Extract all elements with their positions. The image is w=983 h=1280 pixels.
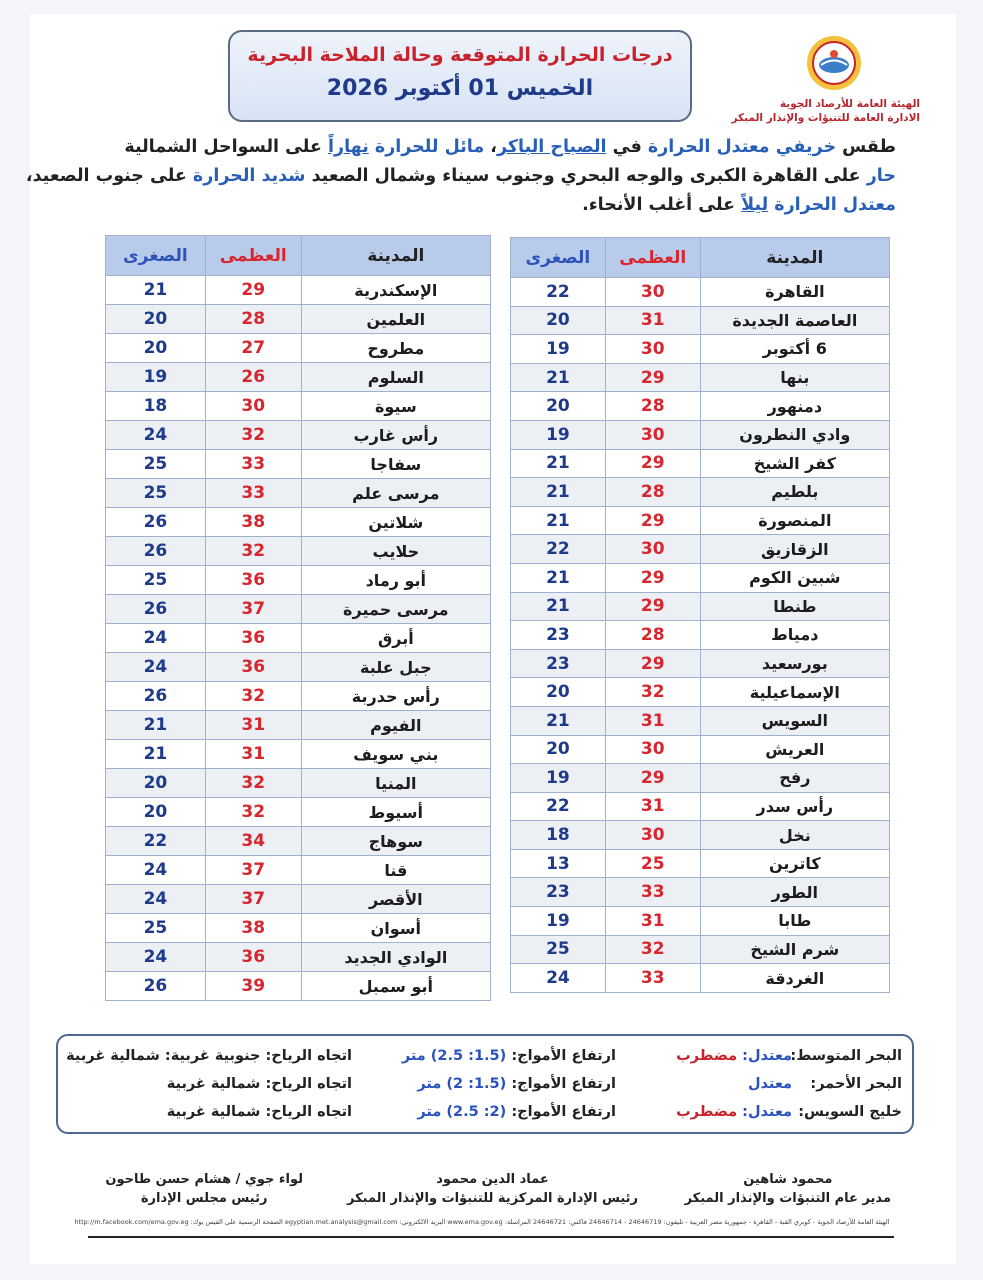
- cell-city: رأس غارب: [301, 421, 490, 450]
- cell-city: القاهرة: [700, 278, 889, 307]
- table-row: [106, 334, 491, 363]
- cell-min: 20: [106, 769, 206, 798]
- cell-city: نخل: [700, 821, 889, 850]
- sea-state-value: مضطرب: [676, 1048, 738, 1064]
- table-row: [106, 798, 491, 827]
- sea-state-value: مضطرب: [676, 1104, 738, 1120]
- cell-max: 28: [605, 478, 700, 507]
- cell-min: 22: [106, 827, 206, 856]
- table-row: [106, 305, 491, 334]
- cell-min: 22: [511, 792, 606, 821]
- cell-city: الزقازيق: [700, 535, 889, 564]
- cell-min: 24: [106, 653, 206, 682]
- cell-min: 20: [511, 735, 606, 764]
- cell-min: 24: [106, 856, 206, 885]
- description-line-2: [25, 162, 896, 191]
- waves: [417, 1104, 616, 1120]
- cell-city: رأس سدر: [700, 792, 889, 821]
- cell-city: الأقصر: [301, 885, 490, 914]
- table-row: [511, 449, 890, 478]
- table-row: [511, 821, 890, 850]
- cell-max: 36: [205, 624, 301, 653]
- desc-text: على أغلب الأنحاء.: [582, 195, 742, 215]
- cell-min: 19: [511, 420, 606, 449]
- table-row: [511, 849, 890, 878]
- cell-min: 26: [106, 972, 206, 1001]
- header-min: الصغرى: [106, 236, 206, 276]
- table-row: [106, 595, 491, 624]
- table-row: [511, 535, 890, 564]
- cell-city: طابا: [700, 907, 889, 936]
- table-row: [106, 943, 491, 972]
- table-row: [511, 592, 890, 621]
- cell-city: رأس حدربة: [301, 682, 490, 711]
- cell-min: 20: [511, 392, 606, 421]
- org-name-line1: الهيئة العامة للأرصاد الجوية: [779, 98, 920, 110]
- sea-state: [676, 1048, 792, 1064]
- cell-max: 29: [605, 649, 700, 678]
- cell-min: 24: [106, 624, 206, 653]
- cell-max: 34: [205, 827, 301, 856]
- table-row: [106, 856, 491, 885]
- cell-max: 30: [205, 392, 301, 421]
- cell-max: 38: [205, 914, 301, 943]
- table-row: [106, 885, 491, 914]
- cell-city: بني سويف: [301, 740, 490, 769]
- bulletin-title: درجات الحرارة المتوقعة وحالة الملاحة البحرية: [247, 44, 673, 66]
- sea-row-mediterranean: [58, 1048, 912, 1076]
- temperature-table-left: [105, 235, 491, 1001]
- cell-city: كفر الشيخ: [700, 449, 889, 478]
- cell-min: 20: [106, 305, 206, 334]
- waves-value: (2: 2.5) متر: [417, 1104, 507, 1120]
- cell-min: 24: [106, 943, 206, 972]
- sea-state-box: [56, 1034, 914, 1134]
- cell-min: 21: [511, 478, 606, 507]
- cell-max: 32: [205, 769, 301, 798]
- cell-min: 21: [106, 740, 206, 769]
- cell-min: 24: [106, 421, 206, 450]
- table-row: [511, 335, 890, 364]
- waves: [402, 1048, 616, 1064]
- cell-max: 30: [605, 821, 700, 850]
- table-row: [106, 740, 491, 769]
- cell-min: 21: [511, 706, 606, 735]
- cell-city: مطروح: [301, 334, 490, 363]
- cell-min: 20: [106, 334, 206, 363]
- table-row: [511, 506, 890, 535]
- table-row: [511, 478, 890, 507]
- cell-max: 29: [205, 276, 301, 305]
- cell-max: 33: [605, 964, 700, 993]
- cell-city: شرم الشيخ: [700, 935, 889, 964]
- cell-city: الفيوم: [301, 711, 490, 740]
- cell-max: 28: [205, 305, 301, 334]
- cell-max: 37: [205, 595, 301, 624]
- sea-name: البحر المتوسط:: [790, 1048, 902, 1064]
- cell-city: السويس: [700, 706, 889, 735]
- cell-max: 38: [205, 508, 301, 537]
- table-row: [106, 682, 491, 711]
- desc-text: ،: [484, 137, 497, 157]
- signature-name: عماد الدين محمود: [436, 1172, 549, 1187]
- cell-city: الغردقة: [700, 964, 889, 993]
- cell-city: دمياط: [700, 621, 889, 650]
- cell-max: 27: [205, 334, 301, 363]
- desc-highlight: حار: [866, 166, 896, 186]
- cell-max: 33: [205, 450, 301, 479]
- cell-max: 39: [205, 972, 301, 1001]
- table-row: [106, 479, 491, 508]
- cell-min: 25: [106, 914, 206, 943]
- sea-name: البحر الأحمر:: [810, 1076, 902, 1092]
- cell-city: جبل علبة: [301, 653, 490, 682]
- cell-min: 23: [511, 649, 606, 678]
- description-line-3: [70, 191, 896, 220]
- desc-text: طقس: [836, 137, 896, 157]
- cell-max: 31: [605, 306, 700, 335]
- cell-max: 36: [205, 653, 301, 682]
- cell-min: 25: [106, 566, 206, 595]
- table-row: [511, 621, 890, 650]
- cell-city: الطور: [700, 878, 889, 907]
- cell-max: 31: [605, 792, 700, 821]
- cell-city: كاترين: [700, 849, 889, 878]
- cell-max: 25: [605, 849, 700, 878]
- table-row: [511, 878, 890, 907]
- cell-city: شبين الكوم: [700, 563, 889, 592]
- cell-min: 24: [511, 964, 606, 993]
- cell-min: 18: [106, 392, 206, 421]
- desc-text: على جنوب الصعيد،: [25, 166, 193, 186]
- cell-city: بورسعيد: [700, 649, 889, 678]
- table-row: [511, 735, 890, 764]
- cell-min: 20: [511, 306, 606, 335]
- cell-max: 37: [205, 856, 301, 885]
- cell-max: 32: [205, 798, 301, 827]
- cell-min: 22: [511, 535, 606, 564]
- table-row: [511, 306, 890, 335]
- wind-direction: اتجاه الرياح: شمالية غربية: [166, 1104, 352, 1120]
- cell-min: 19: [511, 907, 606, 936]
- cell-max: 36: [205, 566, 301, 595]
- table-row: [511, 649, 890, 678]
- cell-max: 28: [605, 392, 700, 421]
- cell-max: 32: [205, 421, 301, 450]
- desc-highlight: نهاراً: [328, 137, 369, 157]
- cell-city: قنا: [301, 856, 490, 885]
- cell-city: دمنهور: [700, 392, 889, 421]
- cell-max: 36: [205, 943, 301, 972]
- cell-city: سيوة: [301, 392, 490, 421]
- cell-max: 29: [605, 563, 700, 592]
- cell-min: 26: [106, 537, 206, 566]
- table-row: [106, 508, 491, 537]
- cell-min: 20: [511, 678, 606, 707]
- table-row: [511, 392, 890, 421]
- table-row: [511, 935, 890, 964]
- cell-max: 32: [605, 678, 700, 707]
- cell-min: 26: [106, 508, 206, 537]
- cell-city: الإسماعيلية: [700, 678, 889, 707]
- table-row: [511, 706, 890, 735]
- table-row: [106, 711, 491, 740]
- table-row: [106, 972, 491, 1001]
- sea-state: [676, 1104, 792, 1120]
- cell-max: 33: [605, 878, 700, 907]
- cell-min: 19: [106, 363, 206, 392]
- cell-min: 21: [511, 563, 606, 592]
- cell-city: العاصمة الجديدة: [700, 306, 889, 335]
- table-row: [511, 764, 890, 793]
- signature-board-chairman: [105, 1172, 303, 1206]
- table-row: [106, 914, 491, 943]
- cell-min: 22: [511, 278, 606, 307]
- header-min: الصغرى: [511, 238, 606, 278]
- cell-city: أسوان: [301, 914, 490, 943]
- cell-min: 21: [106, 276, 206, 305]
- header-max: العظمى: [605, 238, 700, 278]
- cell-min: 13: [511, 849, 606, 878]
- wind-direction: اتجاه الرياح: شمالية غربية: [166, 1076, 352, 1092]
- sea-state-label: معتدل: [747, 1076, 792, 1092]
- footer-contact-info: الهيئة العامة للأرصاد الجوية - كوبري القبة - القاهرة - جمهورية مصر العربية - تليفون: 24646719 - 24646714 فاكس: 24646721 المراسلة: www.ema.gov.eg البريد الالكتروني: egyptian.met.analysis@gmail.com الصفحة الرسمية على الفيس بوك: http://m.facebook.com/ema.gov.eg: [74, 1218, 890, 1226]
- cell-max: 29: [605, 363, 700, 392]
- bottom-divider: [88, 1236, 894, 1238]
- cell-city: الوادي الجديد: [301, 943, 490, 972]
- cell-max: 30: [605, 535, 700, 564]
- cell-min: 25: [511, 935, 606, 964]
- desc-highlight: الصباح الباكر: [496, 137, 607, 157]
- cell-max: 28: [605, 621, 700, 650]
- cell-min: 21: [106, 711, 206, 740]
- cell-min: 26: [106, 595, 206, 624]
- cell-min: 18: [511, 821, 606, 850]
- signature-title: رئيس الإدارة المركزية للتنبؤات والإنذار المبكر: [347, 1191, 638, 1206]
- header-city: المدينة: [700, 238, 889, 278]
- cell-min: 25: [106, 450, 206, 479]
- desc-highlight: معتدل الحرارة: [774, 195, 896, 215]
- table-row: [511, 792, 890, 821]
- table-row: [511, 678, 890, 707]
- bulletin-date: الخميس 01 أكتوبر 2026: [326, 76, 594, 101]
- cell-city: السلوم: [301, 363, 490, 392]
- description-line-1: [70, 133, 896, 162]
- sea-row-gulf-of-suez: [58, 1104, 912, 1132]
- cell-city: العلمين: [301, 305, 490, 334]
- cell-city: طنطا: [700, 592, 889, 621]
- desc-text: في: [606, 137, 648, 157]
- cell-min: 25: [106, 479, 206, 508]
- cell-max: 31: [605, 907, 700, 936]
- header-city: المدينة: [301, 236, 490, 276]
- cell-max: 31: [205, 711, 301, 740]
- signature-name: لواء جوي / هشام حسن طاحون: [105, 1172, 303, 1187]
- table-row: [106, 421, 491, 450]
- cell-max: 29: [605, 506, 700, 535]
- waves-value: (1.5: 2.5) متر: [401, 1048, 507, 1064]
- weather-description: [25, 133, 896, 220]
- org-name-line2: الادارة العامة للتنبؤات والإنذار المبكر: [731, 112, 920, 124]
- cell-city: أبرق: [301, 624, 490, 653]
- cell-max: 30: [605, 278, 700, 307]
- waves-label: ارتفاع الأمواج:: [511, 1076, 616, 1092]
- table-header-row: [106, 236, 491, 276]
- cell-min: 21: [511, 592, 606, 621]
- cell-city: 6 أكتوبر: [700, 335, 889, 364]
- cell-max: 31: [605, 706, 700, 735]
- cell-city: سفاجا: [301, 450, 490, 479]
- sea-name: خليج السويس:: [798, 1104, 902, 1120]
- table-row: [106, 653, 491, 682]
- wind-direction: اتجاه الرياح: جنوبية غربية: شمالية غربية: [66, 1048, 352, 1064]
- cell-city: الإسكندرية: [301, 276, 490, 305]
- table-row: [106, 392, 491, 421]
- cell-max: 32: [605, 935, 700, 964]
- cell-max: 32: [205, 537, 301, 566]
- cell-max: 29: [605, 592, 700, 621]
- cell-min: 24: [106, 885, 206, 914]
- cell-city: أبو سمبل: [301, 972, 490, 1001]
- cell-max: 37: [205, 885, 301, 914]
- signature-central-admin-head: [347, 1172, 638, 1206]
- waves-label: ارتفاع الأمواج:: [511, 1048, 616, 1064]
- signature-title: مدير عام التنبؤات والإنذار المبكر: [684, 1191, 891, 1206]
- waves-value: (1.5: 2) متر: [417, 1076, 507, 1092]
- sea-row-red-sea: [58, 1076, 912, 1104]
- cell-max: 29: [605, 764, 700, 793]
- temperature-table-right: [510, 237, 890, 993]
- cell-max: 29: [605, 449, 700, 478]
- cell-city: حلايب: [301, 537, 490, 566]
- cell-city: مرسى علم: [301, 479, 490, 508]
- desc-text: على القاهرة الكبرى والوجه البحري وجنوب سيناء وشمال الصعيد: [305, 166, 867, 186]
- cell-min: 26: [106, 682, 206, 711]
- cell-max: 30: [605, 735, 700, 764]
- cell-city: أسيوط: [301, 798, 490, 827]
- desc-highlight: ليلاً: [741, 195, 769, 215]
- cell-city: المنصورة: [700, 506, 889, 535]
- waves-label: ارتفاع الأمواج:: [511, 1104, 616, 1120]
- cell-max: 26: [205, 363, 301, 392]
- table-row: [106, 769, 491, 798]
- cell-min: 23: [511, 878, 606, 907]
- cell-max: 30: [605, 335, 700, 364]
- desc-highlight: مائل للحرارة: [374, 137, 485, 157]
- desc-highlight: خريفي معتدل الحرارة: [647, 137, 837, 157]
- title-box: [228, 30, 692, 122]
- table-row: [511, 964, 890, 993]
- waves: [417, 1076, 616, 1092]
- table-header-row: [511, 238, 890, 278]
- signature-title: رئيس مجلس الإدارة: [140, 1191, 268, 1206]
- meteorological-authority-logo-icon: [805, 34, 863, 92]
- cell-city: رفح: [700, 764, 889, 793]
- cell-min: 19: [511, 335, 606, 364]
- cell-max: 32: [205, 682, 301, 711]
- sea-state-label: معتدل:: [742, 1104, 792, 1120]
- sea-state-label: معتدل:: [742, 1048, 792, 1064]
- cell-max: 31: [205, 740, 301, 769]
- desc-highlight: شديد الحرارة: [192, 166, 306, 186]
- cell-city: أبو رماد: [301, 566, 490, 595]
- cell-city: بلطيم: [700, 478, 889, 507]
- cell-min: 21: [511, 506, 606, 535]
- cell-min: 21: [511, 449, 606, 478]
- cell-max: 33: [205, 479, 301, 508]
- cell-city: مرسى حميرة: [301, 595, 490, 624]
- header-max: العظمى: [205, 236, 301, 276]
- cell-min: 23: [511, 621, 606, 650]
- table-row: [106, 276, 491, 305]
- cell-city: المنيا: [301, 769, 490, 798]
- table-row: [511, 278, 890, 307]
- table-row: [511, 907, 890, 936]
- cell-max: 30: [605, 420, 700, 449]
- cell-city: العريش: [700, 735, 889, 764]
- table-row: [511, 563, 890, 592]
- table-row: [511, 420, 890, 449]
- table-row: [106, 363, 491, 392]
- cell-min: 21: [511, 363, 606, 392]
- table-row: [106, 566, 491, 595]
- cell-city: بنها: [700, 363, 889, 392]
- table-row: [106, 827, 491, 856]
- table-row: [511, 363, 890, 392]
- cell-city: سوهاج: [301, 827, 490, 856]
- table-row: [106, 537, 491, 566]
- desc-text: على السواحل الشمالية: [124, 137, 328, 157]
- table-row: [106, 450, 491, 479]
- sea-state: [748, 1076, 792, 1092]
- cell-min: 20: [106, 798, 206, 827]
- signature-name: محمود شاهين: [743, 1172, 833, 1187]
- cell-min: 19: [511, 764, 606, 793]
- signature-forecast-director: [685, 1172, 891, 1206]
- table-row: [106, 624, 491, 653]
- cell-city: شلاتين: [301, 508, 490, 537]
- cell-city: وادي النطرون: [700, 420, 889, 449]
